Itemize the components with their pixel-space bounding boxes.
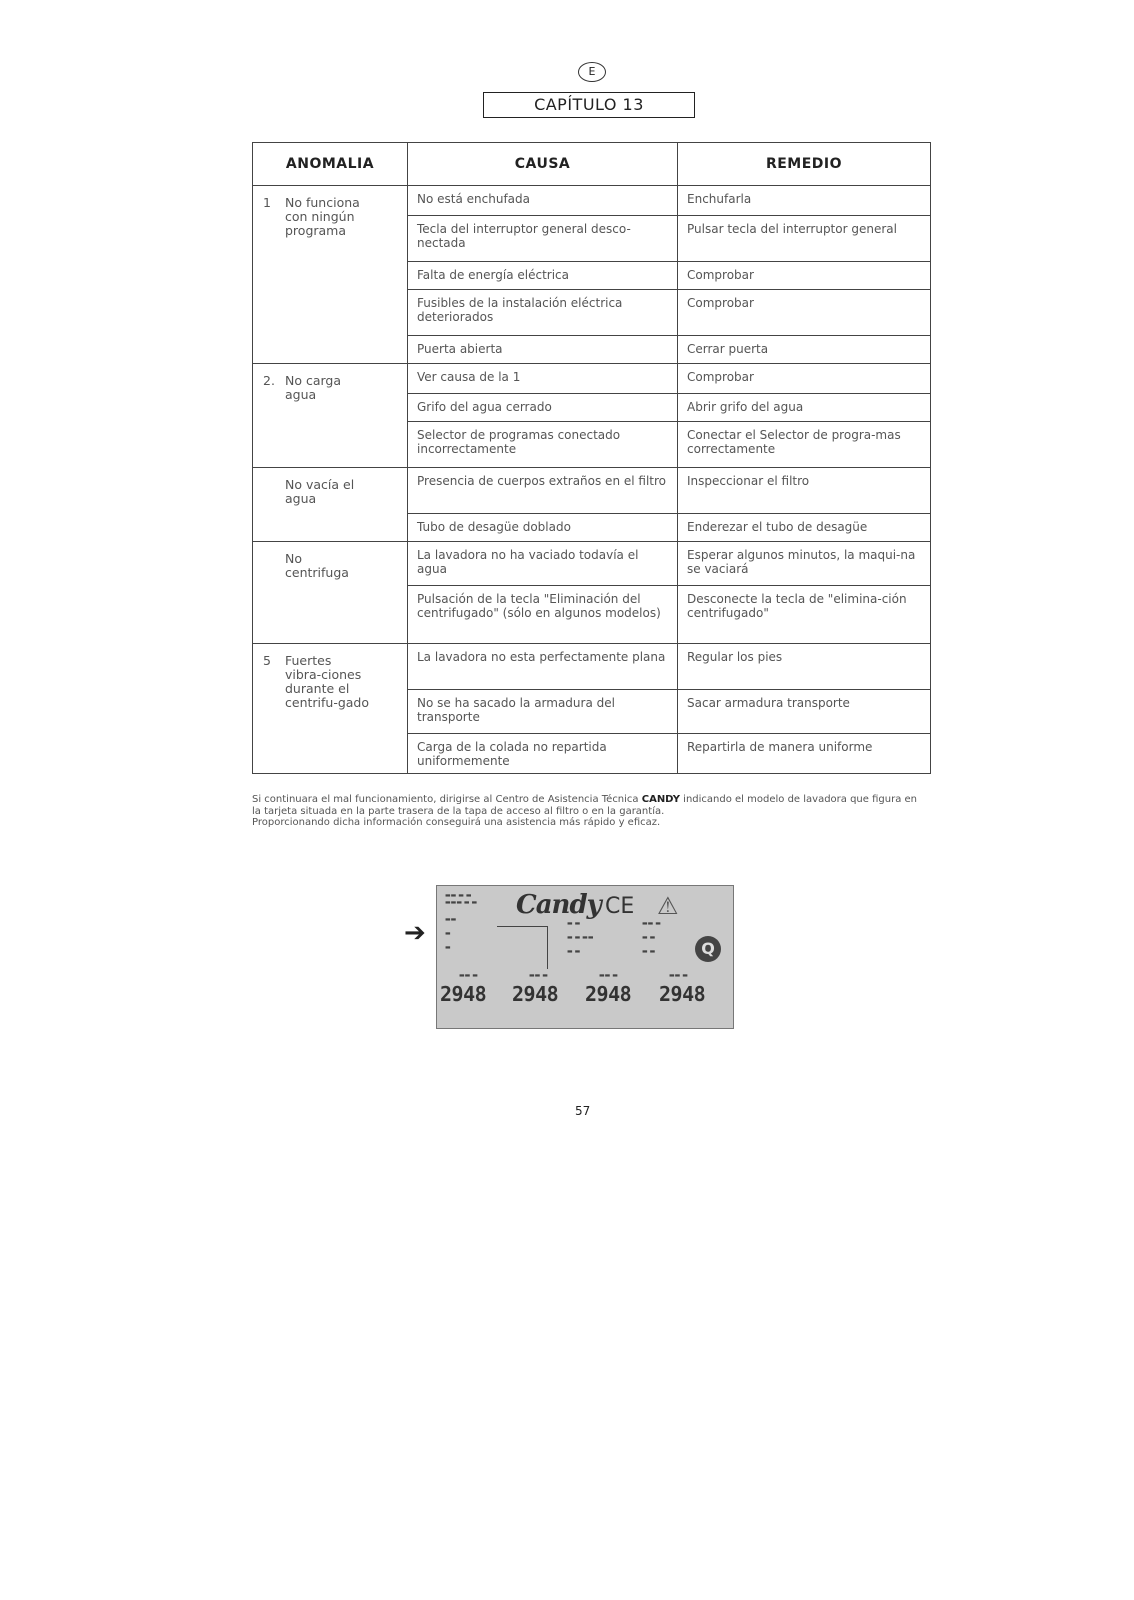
- rating-plate-photo: [436, 885, 734, 1029]
- cause-cell: Puerta abierta: [408, 336, 678, 364]
- plate-model-marker: [497, 926, 548, 969]
- header-anomalia: ANOMALIA: [253, 143, 408, 186]
- cause-cell: La lavadora no esta perfectamente plana: [408, 644, 678, 690]
- anomaly-cell: [253, 364, 408, 468]
- anomaly-number: 2.: [263, 373, 275, 388]
- anomaly-text: No funciona con ningún programa: [285, 195, 360, 238]
- footnote: [252, 794, 922, 829]
- cause-cell: Selector de programas conectado incorrectamente: [408, 422, 678, 468]
- anomaly-number: 1: [263, 195, 271, 210]
- language-badge: E: [578, 62, 606, 82]
- anomaly-cell: [253, 468, 408, 542]
- anomaly-number: 5: [263, 653, 271, 668]
- chapter-title: CAPÍTULO 13: [483, 92, 695, 118]
- remedy-cell: Enchufarla: [678, 186, 931, 216]
- remedy-cell: Pulsar tecla del interruptor general: [678, 216, 931, 262]
- cause-cell: Pulsación de la tecla "Eliminación del centrifugado" (sólo en algunos modelos): [408, 586, 678, 644]
- plate-labels: ▬▬ ▬ ▬: [445, 916, 457, 951]
- remedy-cell: Esperar algunos minutos, la maqui-na se vaciará: [678, 542, 931, 586]
- ce-mark: CE: [605, 894, 635, 919]
- anomaly-cell: [253, 542, 408, 644]
- remedy-cell: Comprobar: [678, 364, 931, 394]
- plate-brand-logo: Candy: [516, 890, 601, 920]
- plate-specs-right: ▬▬ ▬ ▬ ▬ ▬ ▬: [642, 920, 661, 955]
- remedy-cell: Enderezar el tubo de desagüe: [678, 514, 931, 542]
- plate-fine-print: ▬▬ ▬ ▬ ▬▬▬ ▬ ▬: [445, 892, 478, 906]
- cause-cell: No está enchufada: [408, 186, 678, 216]
- anomaly-cell: [253, 186, 408, 364]
- remedy-cell: Comprobar: [678, 290, 931, 336]
- remedy-cell: Conectar el Selector de progra-mas correctamente: [678, 422, 931, 468]
- anomaly-text: No vacía el agua: [285, 477, 355, 506]
- table-row: [253, 364, 931, 394]
- warning-triangle-icon: ⚠: [657, 892, 679, 920]
- plate-serial: ▬▬ ▬: [459, 972, 478, 979]
- remedy-cell: Comprobar: [678, 262, 931, 290]
- anomaly-text: Fuertes vibra-ciones durante el centrifu-gado: [285, 653, 370, 710]
- remedy-cell: Sacar armadura transporte: [678, 690, 931, 734]
- cause-cell: La lavadora no ha vaciado todavía el agua: [408, 542, 678, 586]
- anomaly-text: No carga agua: [285, 373, 342, 402]
- cause-cell: No se ha sacado la armadura del transporte: [408, 690, 678, 734]
- header-remedio: REMEDIO: [678, 143, 931, 186]
- table-row: [253, 468, 931, 514]
- cause-cell: Falta de energía eléctrica: [408, 262, 678, 290]
- page-number: 57: [575, 1104, 591, 1118]
- cause-cell: Grifo del agua cerrado: [408, 394, 678, 422]
- cause-cell: Ver causa de la 1: [408, 364, 678, 394]
- plate-serial: ▬▬ ▬: [599, 972, 618, 979]
- cause-cell: Tubo de desagüe doblado: [408, 514, 678, 542]
- table-row: [253, 186, 931, 216]
- footnote-brand: CANDY: [641, 794, 680, 805]
- plate-specs-mid: ▬ ▬ ▬ ▬ ▬▬ ▬ ▬: [567, 920, 594, 955]
- plate-code: 2948: [659, 982, 706, 1006]
- plate-serial: ▬▬ ▬: [529, 972, 548, 979]
- remedy-cell: Abrir grifo del agua: [678, 394, 931, 422]
- cause-cell: Tecla del interruptor general desco-nectada: [408, 216, 678, 262]
- anomaly-text: No centrifuga: [285, 551, 349, 580]
- footnote-text-b: indicando el modelo de lavadora que figura en la tarjeta situada en la parte trasera de la tapa de acceso al filtro o en la garantía.: [252, 794, 917, 817]
- header-causa: CAUSA: [408, 143, 678, 186]
- remedy-cell: Repartirla de manera uniforme: [678, 734, 931, 774]
- plate-code: 2948: [585, 982, 632, 1006]
- approval-mark-icon: Q: [695, 936, 721, 962]
- remedy-cell: Desconecte la tecla de "elimina-ción centrifugado": [678, 586, 931, 644]
- troubleshooting-table: [252, 142, 931, 774]
- table-row: [253, 644, 931, 690]
- footnote-text-a: Si continuara el mal funcionamiento, dirigirse al Centro de Asistencia Técnica: [252, 794, 642, 805]
- remedy-cell: Regular los pies: [678, 644, 931, 690]
- cause-cell: Presencia de cuerpos extraños en el filtro: [408, 468, 678, 514]
- remedy-cell: Cerrar puerta: [678, 336, 931, 364]
- plate-code: 2948: [440, 982, 487, 1006]
- footnote-text-c: Proporcionando dicha información conseguirá una asistencia más rápido y eficaz.: [252, 817, 661, 828]
- cause-cell: Carga de la colada no repartida uniformemente: [408, 734, 678, 774]
- plate-serial: ▬▬ ▬: [669, 972, 688, 979]
- remedy-cell: Inspeccionar el filtro: [678, 468, 931, 514]
- anomaly-cell: [253, 644, 408, 774]
- table-header-row: [253, 143, 931, 186]
- arrow-right-icon: ➔: [404, 918, 426, 948]
- table-row: [253, 542, 931, 586]
- cause-cell: Fusibles de la instalación eléctrica deteriorados: [408, 290, 678, 336]
- plate-code: 2948: [512, 982, 559, 1006]
